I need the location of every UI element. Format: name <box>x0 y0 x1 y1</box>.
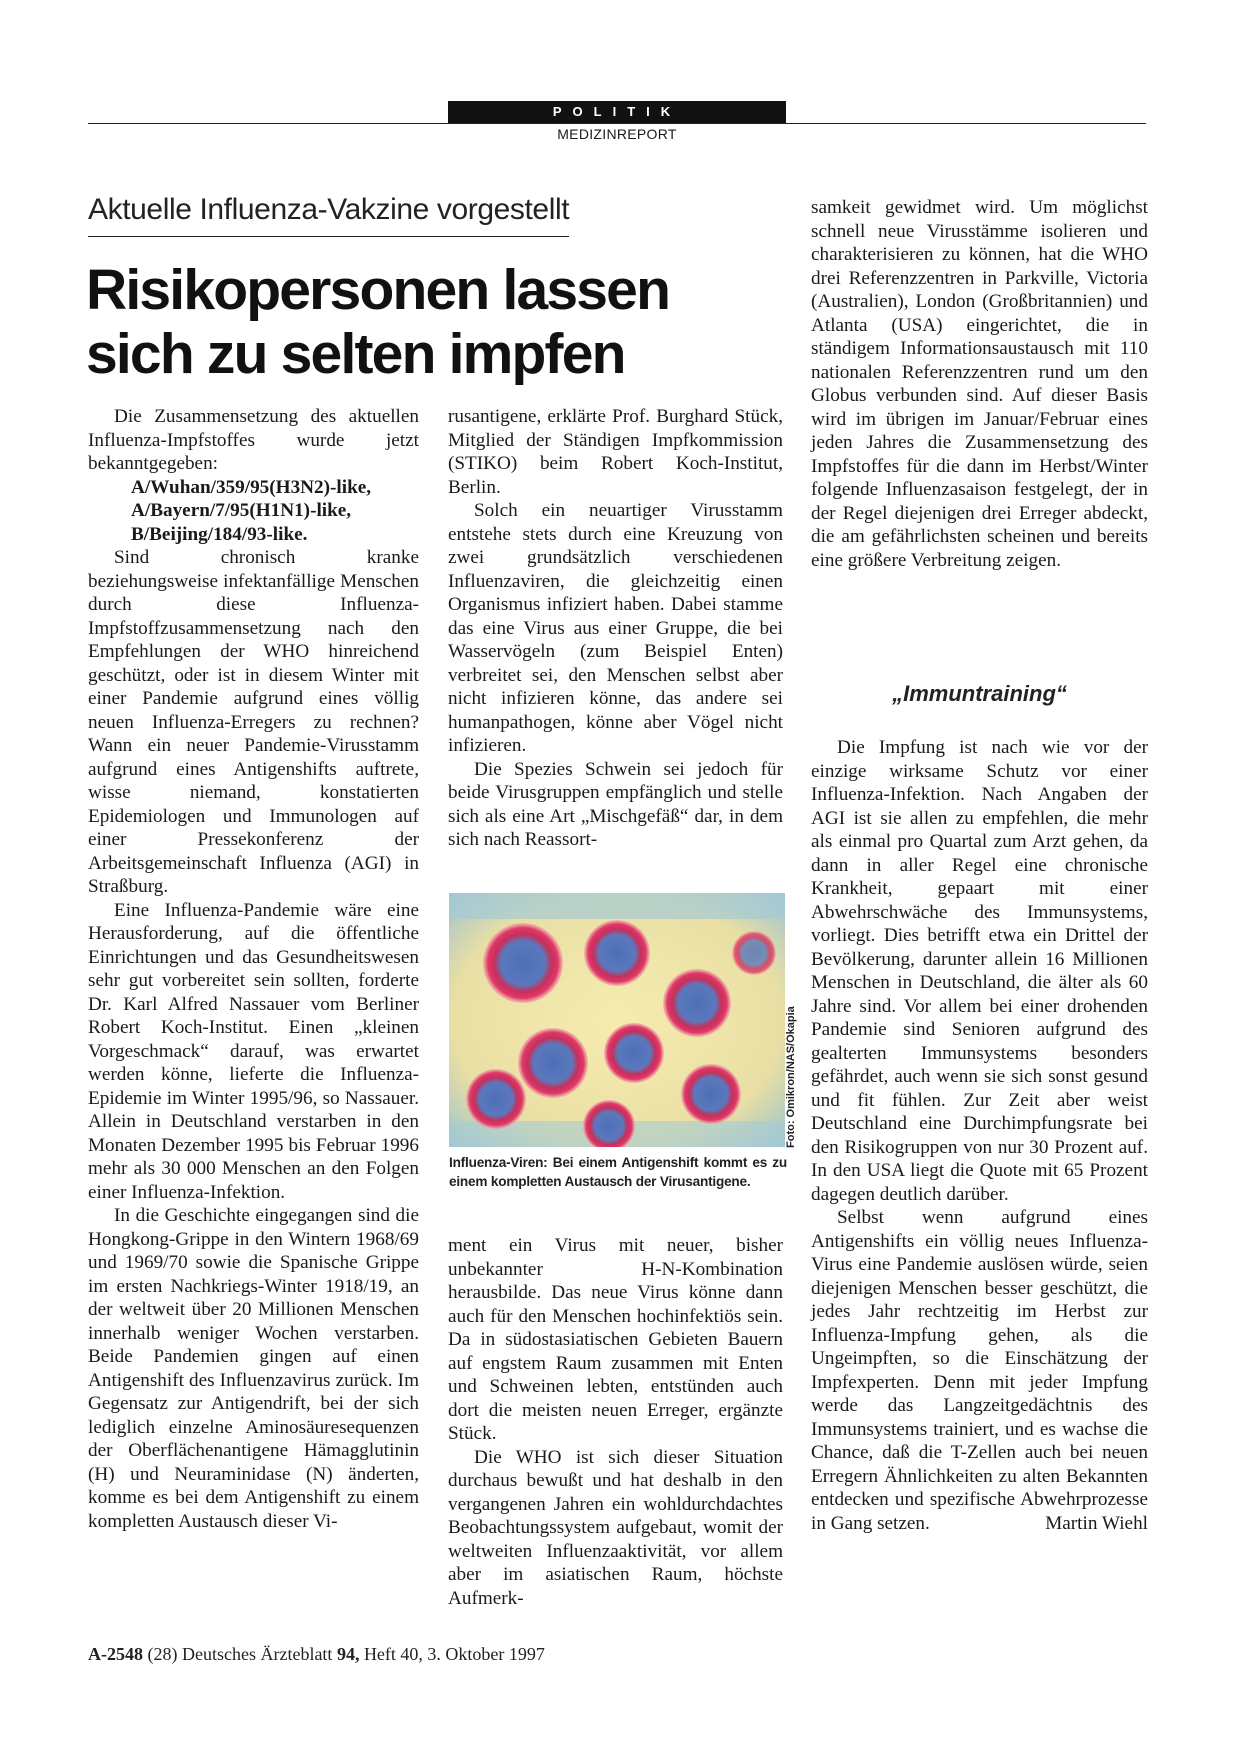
text-column-3-bottom <box>811 736 1148 1535</box>
paragraph: In die Geschichte eingegangen sind die Hongkong-Grippe in den Wintern 1968/69 und 1969/70 sowie die Spanische Grippe im ersten Nachkriegs-Winter 1918/19, an der weltweit über 20 Millionen Menschen innerhalb weniger Wochen verstarben. Beide Pandemien gingen auf einen Antigenshift des Influenzavirus zurück. Im Gegensatz zur Antigendrift, bei der sich lediglich einzelne Aminosäuresequenzen der Oberflächenantigene Hämagglutinin (H) und Neuraminidase (N) änderten, komme es bei dem Antigenshift zu einem kompletten Austausch dieser Vi- <box>88 1205 419 1532</box>
paragraph: Solch ein neuartiger Virusstamm entstehe stets durch eine Kreuzung von zwei grundsätzlich verschiedenen Influenzaviren, die gleichzeitig einen Organismus infiziert haben. Dabei stamme das eine Virus aus einer Gruppe, die bei Wasservögeln (zum Beispiel Enten) verbreitet sei, den Menschen selbst aber nicht infizieren könne, das andere sei humanpathogen, könne aber Vögel nicht infizieren. <box>448 500 783 756</box>
strain-item: A/Bayern/7/95(H1N1)-like, <box>131 500 352 521</box>
strain-list <box>131 476 419 547</box>
article-kicker: Aktuelle Influenza-Vakzine vorgestellt <box>88 193 570 226</box>
paragraph-text: Selbst wenn aufgrund eines Antigenshifts ein völlig neues Influenza-Virus eine Pandemie auslösen würde, seien diejenigen Menschen besser geschützt, die jedes Jahr rechtzeitig im Herbst zur Influenza-Impfung gehen, als die Ungeimpften, so die Einschätzung der Impfexperten. Denn mit jeder Impfung werde das Langzeitgedächtnis des Immunsystems trainiert, und es wachse die Chance, daß die T-Zellen auch bei neuen Erregern Ähnlichkeiten zu alten Bekannten entdecken und spezifische Abwehrprozesse in Gang setzen. <box>811 1207 1148 1534</box>
journal-name: (28) Deutsches Ärzteblatt <box>147 1644 333 1664</box>
headline-line-2: sich zu selten impfen <box>86 322 625 386</box>
journal-volume: 94, <box>336 1644 360 1664</box>
text-column-3-top <box>811 196 1148 572</box>
paragraph: ment ein Virus mit neuer, bisher unbekannter H-N-Kombination herausbilde. Das neue Virus könne dann auch für den Menschen hochinfektiös sein. Da in südostasiatischen Gebieten Bauern auf engstem Raum zusammen mit Enten und Schweinen lebten, entstünden auch dort die meisten neuen Erreger, ergänzte Stück. <box>448 1235 783 1444</box>
virus-photo <box>449 893 785 1147</box>
page-id: A-2548 <box>88 1644 143 1664</box>
text-column-2-bottom <box>448 1234 783 1610</box>
paragraph-intro: Die Zusammensetzung des aktuellen Influenza-Impfstoffes wurde jetzt bekanntgegeben: <box>88 406 419 474</box>
photo-caption: Influenza-Viren: Bei einem Antigenshift kommt es zu einem kompletten Austausch der Virusantigene. <box>449 1155 787 1189</box>
article-headline <box>86 258 726 386</box>
kicker-underline <box>88 236 569 237</box>
paragraph: Die WHO ist sich dieser Situation durchaus bewußt und hat deshalb in den vergangenen Jahren ein wohldurchdachtes Beobachtungssystem aufgebaut, womit der weltweiten Influenzaaktivität, vor allem aber im asiatischen Raum, höchste Aufmerk- <box>448 1446 783 1609</box>
section-label: POLITIK <box>448 101 786 123</box>
paragraph: Die Impfung ist nach wie vor der einzige wirksame Schutz vor einer Influenza-Infektion. Nach Angaben der AGI ist sie allen zu empfehlen, die mehr als einmal pro Quartal zum Arzt gehen, da dann in aller Regel eine chronische Krankheit, gepaart mit einer Abwehrschwäche des Immunsystems, vorliegt. Dies betrifft etwa ein Drittel der Bevölkerung, darunter allein 16 Millionen Menschen in Deutschland, die älter als 60 Jahre sind. Vor allem bei einer drohenden Pandemie sind Senioren aufgrund des gealterten Immunsystems besonders gefährdet, auch wenn sie sich sonst gesund und fit fühlen. Zur Zeit aber weist Deutschland eine Durchimpfungsrate bei den Risikogruppen von nur 30 Prozent auf. In den USA liegt die Quote mit 65 Prozent dagegen deutlich darüber. <box>811 737 1148 1205</box>
paragraph: Eine Influenza-Pandemie wäre eine Herausforderung, auf die öffentliche Einrichtungen und das Gesundheitswesen sehr gut vorbereitet sein sollten, forderte Dr. Karl Alfred Nassauer vom Berliner Robert Koch-Institut. Einen „kleinen Vorgeschmack“ darauf, was erwartet werden könne, lieferte die Influenza-Epidemie im Winter 1995/96, so Nassauer. Allein in Deutschland verstarben in den Monaten Dezember 1995 bis Februar 1996 mehr als 30 000 Menschen an den Folgen einer Influenza-Infektion. <box>88 899 419 1203</box>
paragraph: Die Spezies Schwein sei jedoch für beide Virusgruppen empfänglich und stelle sich als eine Art „Mischgefäß“ dar, in dem sich nach Reassort- <box>448 758 783 850</box>
strain-item: A/Wuhan/359/95(H3N2)-like, <box>131 476 372 498</box>
header-rule <box>88 123 1146 124</box>
author-name: Martin Wiehl <box>1045 1512 1148 1534</box>
text-column-1 <box>88 405 419 1533</box>
section-subhead: „Immuntraining“ <box>892 681 1067 706</box>
virus-illustration <box>449 893 785 1147</box>
paragraph: Sind chronisch kranke beziehungsweise infektanfällige Menschen durch diese Influenza-Impfstoffzusammensetzung nach den Empfehlungen der WHO hinreichend geschützt, oder ist in diesem Winter mit einer Pandemie aufgrund eines völlig neuen Influenza-Erregers zu rechnen? Wann ein neuer Pandemie-Virusstamm aufgrund eines Antigenshifts auftrete, wisse niemand, konstatierten Epidemiologen und Immunologen auf einer Pressekonferenz der Arbeitsgemeinschaft Influenza (AGI) in Straßburg. <box>88 547 419 897</box>
photo-credit: Foto: Omikron/NAS/Okapia <box>785 1006 797 1148</box>
paragraph <box>811 1206 1148 1535</box>
paragraph: samkeit gewidmet wird. Um möglichst schnell neue Virusstämme isolieren und charakterisieren zu können, hat die WHO drei Referenzzentren in Parkville, Victoria (Australien), London (Großbritannien) und Atlanta (USA) eingerichtet, die in ständigem Informationsaustausch mit 110 nationalen Referenzzentren rund um den Globus verbunden sind. Auf dieser Basis wird im übrigen im Januar/Februar eines jeden Jahres die Zusammensetzung des Impfstoffes für die dann im Herbst/Winter folgende Influenzasaison festgelegt, der in der Regel diejenigen drei Erreger abdeckt, die am gefährlichsten scheinen und bereits eine größere Verbreitung zeigen. <box>811 197 1148 571</box>
paragraph: rusantigene, erklärte Prof. Burghard Stück, Mitglied der Ständigen Impfkommission (STIKO) beim Robert Koch-Institut, Berlin. <box>448 406 783 498</box>
strain-item: B/Beijing/184/93-like. <box>131 523 308 545</box>
subsection-label: MEDIZINREPORT <box>557 126 677 142</box>
text-column-2-top <box>448 405 783 852</box>
issue-date: Heft 40, 3. Oktober 1997 <box>363 1644 545 1664</box>
page-footer <box>88 1644 545 1665</box>
headline-line-1: Risikopersonen lassen <box>86 258 670 322</box>
